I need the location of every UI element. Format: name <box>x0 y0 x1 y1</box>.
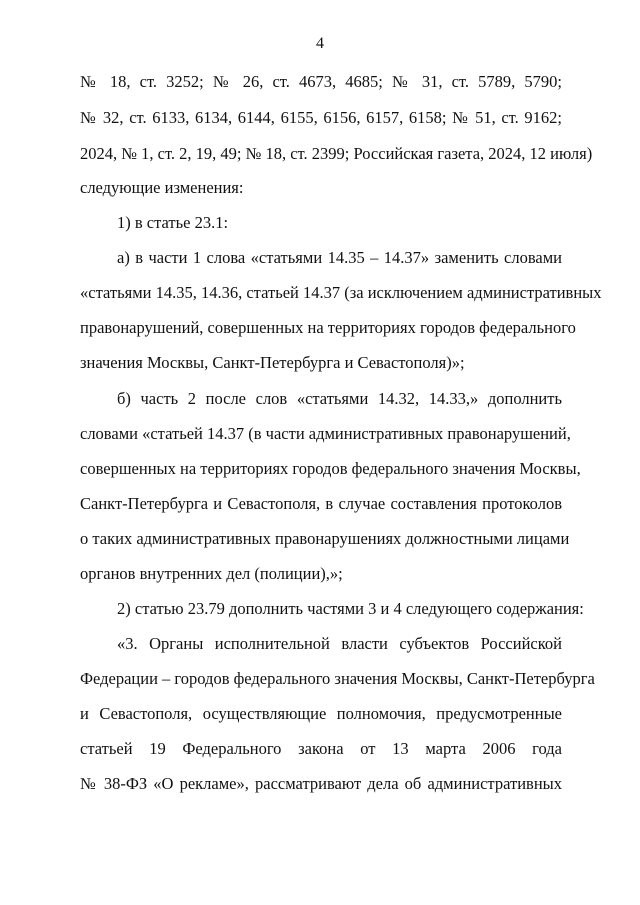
text-line: а) в части 1 слова «статьями 14.35 – 14.37» заменить словами <box>117 248 562 267</box>
text-line: значения Москвы, Санкт-Петербурга и Севастополя)»; <box>80 353 465 372</box>
text-line: № 38-ФЗ «О рекламе», рассматривают дела об административных <box>80 774 562 793</box>
text-line: 2) статью 23.79 дополнить частями 3 и 4 следующего содержания: <box>117 599 584 618</box>
text-line: о таких административных правонарушениях должностными лицами <box>80 529 570 548</box>
text-line: словами «статьей 14.37 (в части административных правонарушений, <box>80 424 571 443</box>
text-line: № 32, ст. 6133, 6134, 6144, 6155, 6156, 6157, 6158; № 51, ст. 9162; <box>80 108 562 127</box>
page-number: 4 <box>316 35 324 52</box>
text-line: следующие изменения: <box>80 178 244 197</box>
text-line: статьей 19 Федерального закона от 13 марта 2006 года <box>80 739 562 758</box>
text-line: и Севастополя, осуществляющие полномочия, предусмотренные <box>80 704 562 723</box>
text-line: 1) в статье 23.1: <box>117 213 229 232</box>
text-line: 2024, № 1, ст. 2, 19, 49; № 18, ст. 2399; Российская газета, 2024, 12 июля) <box>80 144 593 163</box>
text-line: правонарушений, совершенных на территориях городов федерального <box>80 318 576 337</box>
text-line: «статьями 14.35, 14.36, статьей 14.37 (за исключением административных <box>80 283 602 302</box>
text-line: № 18, ст. 3252; № 26, ст. 4673, 4685; № 31, ст. 5789, 5790; <box>80 72 562 91</box>
text-line: б) часть 2 после слов «статьями 14.32, 14.33,» дополнить <box>117 389 562 408</box>
text-line: «3. Органы исполнительной власти субъектов Российской <box>117 634 562 653</box>
text-line: Федерации – городов федерального значения Москвы, Санкт-Петербурга <box>80 669 595 688</box>
text-line: совершенных на территориях городов федерального значения Москвы, <box>80 459 581 478</box>
text-line: Санкт-Петербурга и Севастополя, в случае составления протоколов <box>80 494 562 513</box>
text-line: органов внутренних дел (полиции),»; <box>80 564 343 583</box>
